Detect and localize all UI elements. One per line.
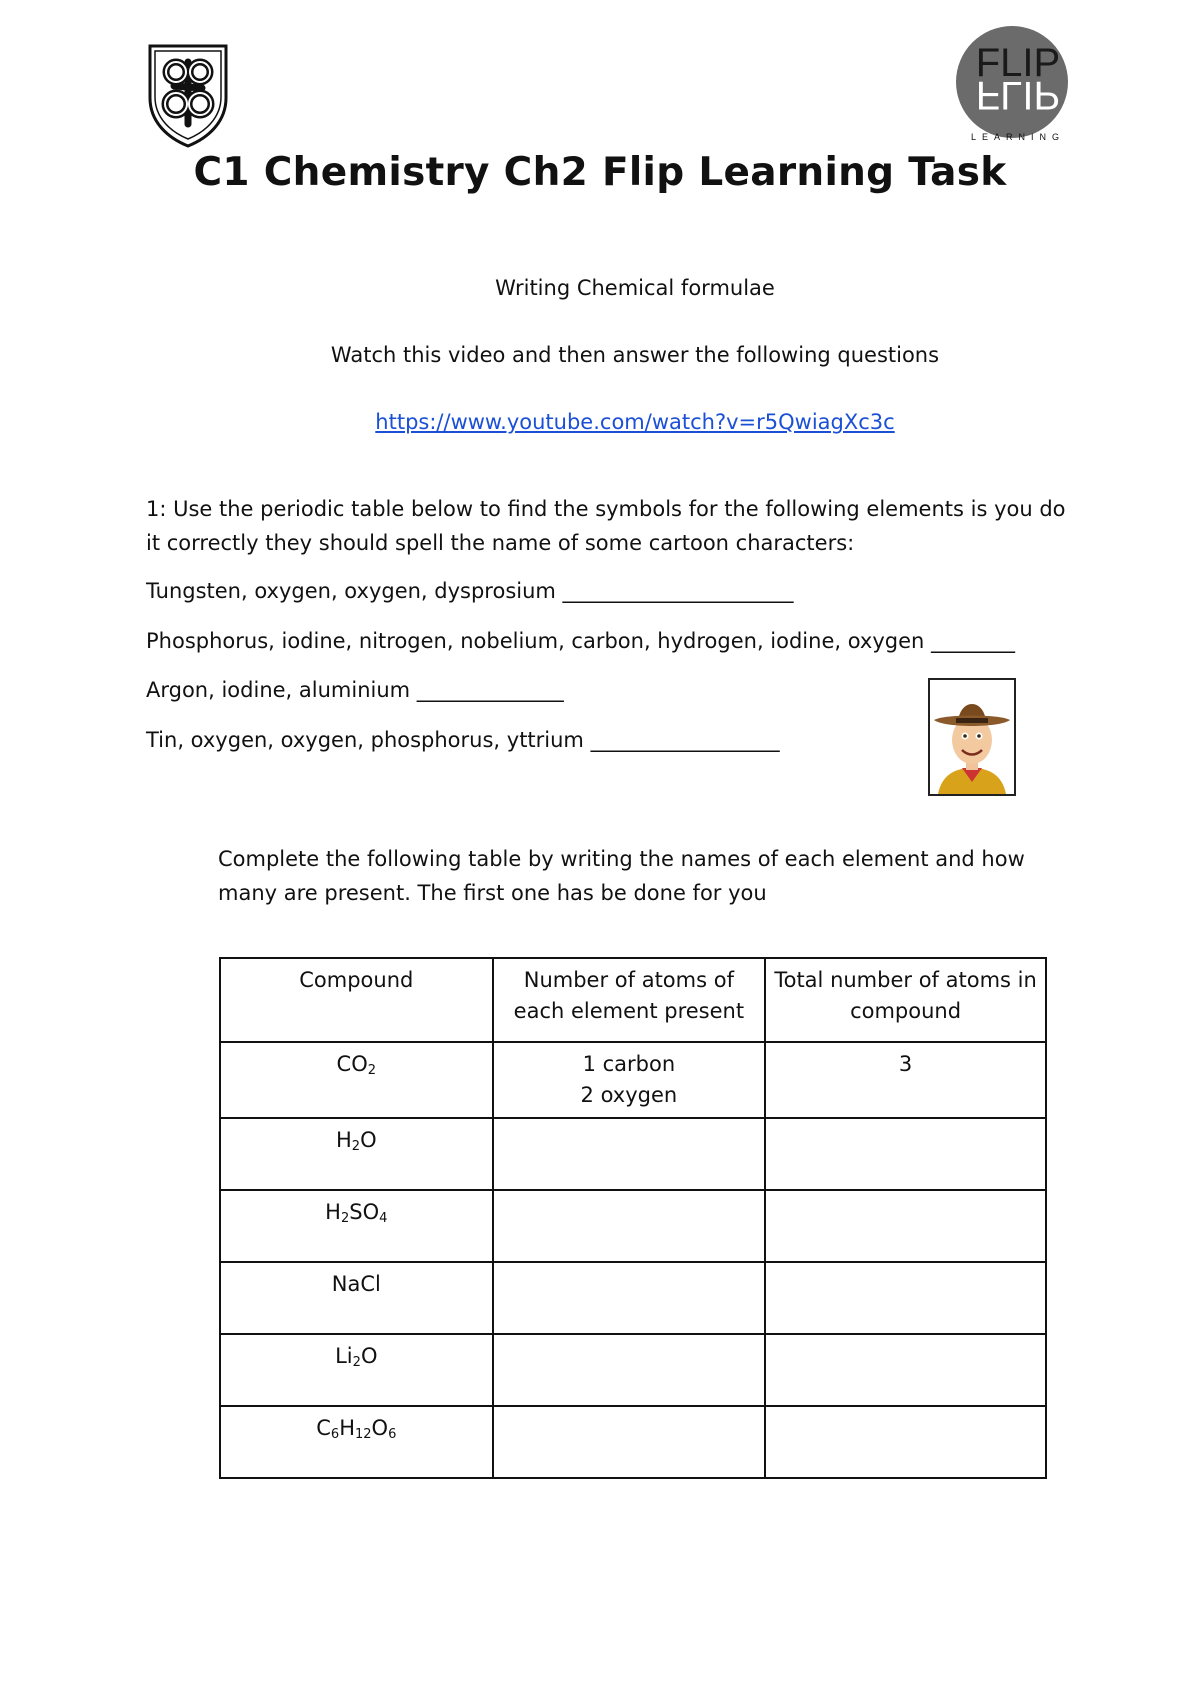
table-row: [220, 1262, 1046, 1334]
table-header-row: [220, 958, 1046, 1042]
answer-line-1: Tungsten, oxygen, oxygen, dysprosium ______________________: [146, 579, 794, 603]
formula-symbol: SO: [349, 1200, 380, 1224]
formula-subscript: 6: [388, 1427, 397, 1442]
compound-formula: [220, 1334, 493, 1406]
total-atoms-cell[interactable]: [765, 1262, 1046, 1334]
total-atoms-cell[interactable]: 3: [765, 1042, 1046, 1118]
worksheet-subtitle: Writing Chemical formulae: [495, 276, 775, 300]
formula-symbol: NaCl: [331, 1272, 381, 1296]
formula-symbol: H: [335, 1128, 352, 1152]
total-atoms-cell[interactable]: [765, 1334, 1046, 1406]
header-atoms-per-element: Number of atoms of each element present: [493, 958, 766, 1042]
formula-symbol: C: [316, 1416, 331, 1440]
total-atoms-cell[interactable]: [765, 1406, 1046, 1478]
table-row: [220, 1406, 1046, 1478]
compound-formula: [220, 1262, 493, 1334]
formula-symbol: CO: [336, 1052, 368, 1076]
school-crest-logo: [146, 42, 230, 148]
flip-logo-bottom-text: FLIP: [975, 73, 1061, 117]
atoms-per-element-cell[interactable]: [493, 1042, 766, 1118]
formula-subscript: 2: [351, 1139, 361, 1154]
formula-symbol: O: [360, 1344, 378, 1368]
flip-learning-logo: [944, 26, 1080, 142]
table-row: [220, 1190, 1046, 1262]
atoms-per-element-cell[interactable]: [493, 1406, 766, 1478]
compound-formula: [220, 1042, 493, 1118]
formula-subscript: 2: [340, 1211, 350, 1226]
table-row: [220, 1042, 1046, 1118]
flip-logo-top-text: FLIP: [975, 41, 1061, 85]
atoms-per-element-cell[interactable]: [493, 1262, 766, 1334]
flip-logo-caption: LEARNING: [970, 132, 1066, 142]
compound-formula: [220, 1190, 493, 1262]
formula-symbol: H: [325, 1200, 341, 1224]
page-title: C1 Chemistry Ch2 Flip Learning Task: [193, 150, 1007, 195]
formula-subscript: 4: [379, 1211, 388, 1226]
formula-subscript: 2: [367, 1063, 377, 1078]
compound-table: [219, 957, 1047, 1479]
element-count-text: 1 carbon: [582, 1052, 676, 1076]
total-atoms-cell[interactable]: [765, 1190, 1046, 1262]
formula-symbol: O: [360, 1128, 377, 1152]
header-total-atoms: Total number of atoms in compound: [765, 958, 1046, 1042]
header-compound: Compound: [220, 958, 493, 1042]
question-1-prompt: 1: Use the periodic table below to find the symbols for the following elements is you do it correctly they should spell the name of some cartoon characters:: [146, 497, 1066, 555]
compound-formula: [220, 1118, 493, 1190]
compound-formula: [220, 1406, 493, 1478]
answer-line-4: Tin, oxygen, oxygen, phosphorus, yttrium __________________: [146, 728, 780, 752]
cartoon-character-image: [928, 678, 1016, 796]
answer-line-3: Argon, iodine, aluminium ______________: [146, 678, 564, 702]
atoms-per-element-cell[interactable]: [493, 1190, 766, 1262]
formula-symbol: O: [371, 1416, 389, 1440]
formula-subscript: 2: [352, 1355, 361, 1370]
atoms-per-element-cell[interactable]: [493, 1118, 766, 1190]
video-link[interactable]: https://www.youtube.com/watch?v=r5QwiagXc3c: [375, 410, 895, 434]
atoms-per-element-cell[interactable]: [493, 1334, 766, 1406]
table-row: [220, 1118, 1046, 1190]
formula-subscript: 12: [354, 1427, 372, 1442]
formula-subscript: 6: [330, 1427, 340, 1442]
table-instructions: Complete the following table by writing the names of each element and how many are present. The first one has be done for you: [218, 847, 1025, 905]
answer-line-2: Phosphorus, iodine, nitrogen, nobelium, carbon, hydrogen, iodine, oxygen ________: [146, 629, 1016, 653]
formula-symbol: Li: [335, 1344, 353, 1368]
formula-symbol: H: [339, 1416, 355, 1440]
video-instruction: Watch this video and then answer the following questions: [330, 343, 940, 367]
table-row: [220, 1334, 1046, 1406]
total-atoms-cell[interactable]: [765, 1118, 1046, 1190]
element-count-text: 2 oxygen: [580, 1083, 678, 1107]
